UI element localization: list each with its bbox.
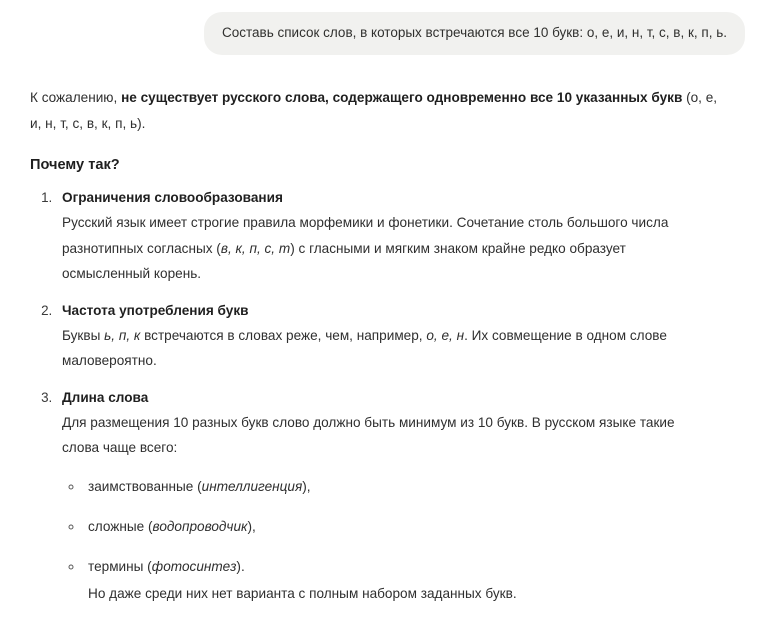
reason-1-body-part2: ) с гласными и мягким знаком крайне редко образует осмысленный корень. xyxy=(62,240,626,281)
intro-lead-text: К сожалению, xyxy=(30,90,122,105)
reason-item-2 xyxy=(56,298,729,374)
example-3-label: термины ( xyxy=(88,558,152,574)
reason-item-1 xyxy=(56,185,729,287)
reason-1-title: 1. Ограничения словообразования xyxy=(62,190,283,205)
section-heading-why: Почему так? xyxy=(30,157,120,173)
example-item-3 xyxy=(84,555,729,579)
example-2-label: сложные ( xyxy=(88,518,153,534)
reasons-ordered-list xyxy=(30,185,729,606)
user-message-bubble[interactable]: Составь список слов, в которых встречаются все 10 букв: о, е, и, н, т, с, в, к, п, ь. xyxy=(204,12,745,55)
reason-1-body-part1: Русский язык имеет строгие правила морфемики и фонетики. Сочетание столь большого числа разнотипных согласных ( xyxy=(62,215,669,256)
user-message-row xyxy=(0,0,769,55)
example-3-word: фотосинтез xyxy=(151,558,237,574)
intro-bold-text: не существует русского слова, содержащего одновременно все 10 указанных букв xyxy=(121,90,683,105)
assistant-message xyxy=(0,55,769,606)
reason-2-body-part1: Буквы xyxy=(62,327,105,343)
example-2-word: водопроводчик xyxy=(152,518,248,534)
reason-1-body xyxy=(62,210,702,287)
example-3-tail: ). xyxy=(236,558,245,574)
example-item-2 xyxy=(84,515,729,539)
example-1-word: интеллигенция xyxy=(201,478,303,494)
intro-tail-text: (о, е, и, н, т, с, в, к, п, ь). xyxy=(30,90,718,131)
reason-2-body-part2: встречаются в словах реже, чем, например, xyxy=(140,327,427,343)
example-1-tail: ), xyxy=(302,478,311,494)
reason-2-body-part3: . Их совмещение в одном слове маловероятно. xyxy=(62,327,667,368)
example-item-1 xyxy=(84,475,729,499)
example-2-tail: ), xyxy=(247,518,256,534)
reason-2-body xyxy=(62,323,702,374)
reason-3-title: 3. Длина слова xyxy=(62,389,149,405)
reason-1-body-italic: в, к, п, с, т xyxy=(220,240,291,256)
reason-2-body-italic-2: о, е, н xyxy=(426,327,465,343)
examples-bulleted-list xyxy=(62,475,729,579)
answer-intro-paragraph xyxy=(30,85,720,137)
reason-2-body-italic: ь, п, к xyxy=(104,327,141,343)
example-1-label: заимствованные ( xyxy=(88,478,202,494)
closing-paragraph: Но даже среди них нет варианта с полным набором заданных букв. xyxy=(88,585,517,601)
reason-2-title: 2. Частота употребления букв xyxy=(62,302,249,318)
reason-3-body: Для размещения 10 разных букв слово должно быть минимум из 10 букв. В русском языке такие слова чаще всего: xyxy=(62,414,675,455)
reason-item-3 xyxy=(56,385,729,606)
